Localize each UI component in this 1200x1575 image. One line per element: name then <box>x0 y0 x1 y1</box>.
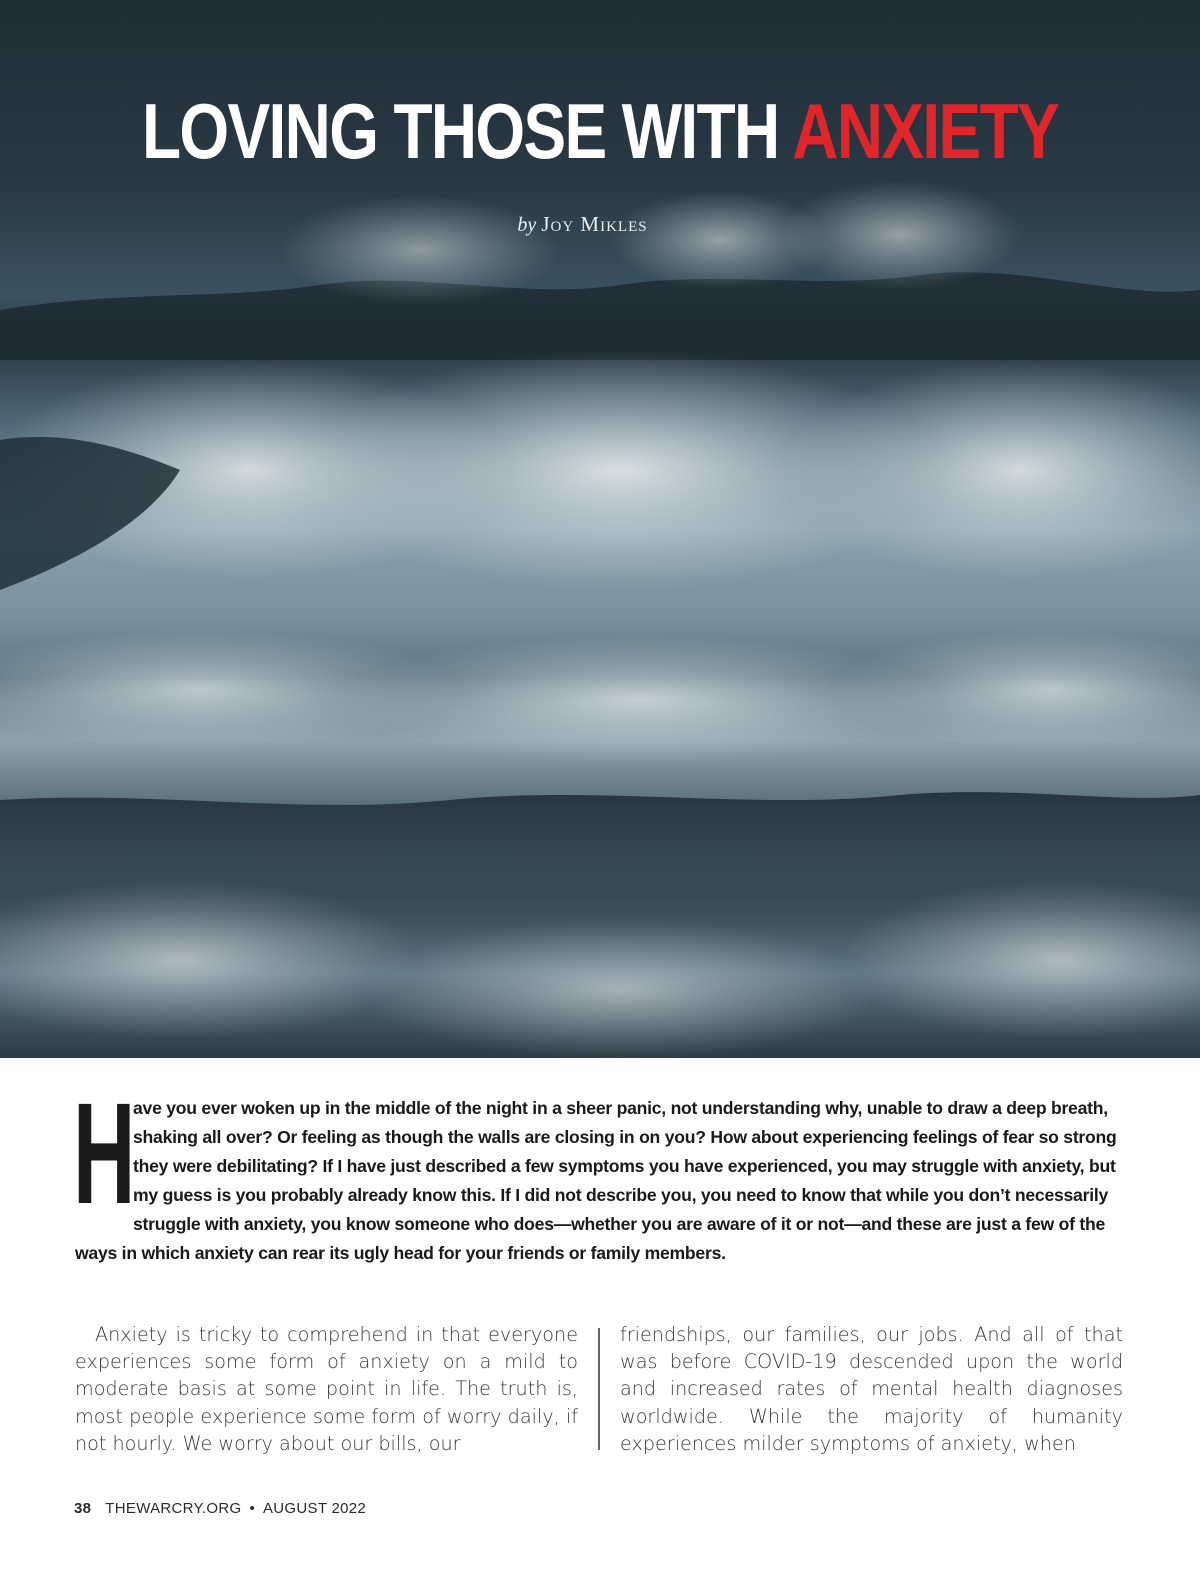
footer-separator: • <box>249 1500 255 1517</box>
byline <box>0 212 1165 237</box>
body-column-right: friendships, our families, our jobs. And all of that was before COVID-19 descended upon the world and increased rates of mental health diagnoses worldwide. While the majority of humanity experiences milder symptoms of anxiety, when <box>620 1323 1123 1455</box>
drop-cap: H <box>73 1073 136 1234</box>
body-column-left: Anxiety is tricky to comprehend in that everyone experiences some form of anxiety on a mild to moderate basis at some point in life. The truth is, most people experience some form of worry daily, if not hourly. We worry about our bills, our <box>75 1323 578 1455</box>
byline-by: by <box>517 214 537 236</box>
intro-paragraph <box>73 1073 1125 1268</box>
footer-issue: AUGUST 2022 <box>263 1500 367 1517</box>
article-title <box>108 87 1092 175</box>
title-accent: ANXIETY <box>792 87 1059 175</box>
footer-site: THEWARCRY.ORG <box>105 1500 242 1517</box>
byline-author: Joy Mikles <box>541 212 648 236</box>
title-main: LOVING THOSE WITH <box>141 87 793 175</box>
intro-text: ave you ever woken up in the middle of the night in a sheer panic, not understanding why, unable to draw a deep breath, shaking all over? Or feeling as though the walls are closing in on you? How about experiencing feelings of fear so strong they were debilitating? If I have just described a few symptoms you have experienced, you may struggle with anxiety, but my guess is you probably already know this. If I did not describe you, you need to know that while you don’t necessarily struggle with anxiety, you know someone who does—whether you are aware of it or not—and these are just a few of the ways in which anxiety can rear its ugly head for your friends or family members. <box>75 1098 1117 1263</box>
page-footer <box>74 1500 366 1517</box>
column-divider <box>598 1328 600 1450</box>
page-number: 38 <box>74 1500 92 1517</box>
